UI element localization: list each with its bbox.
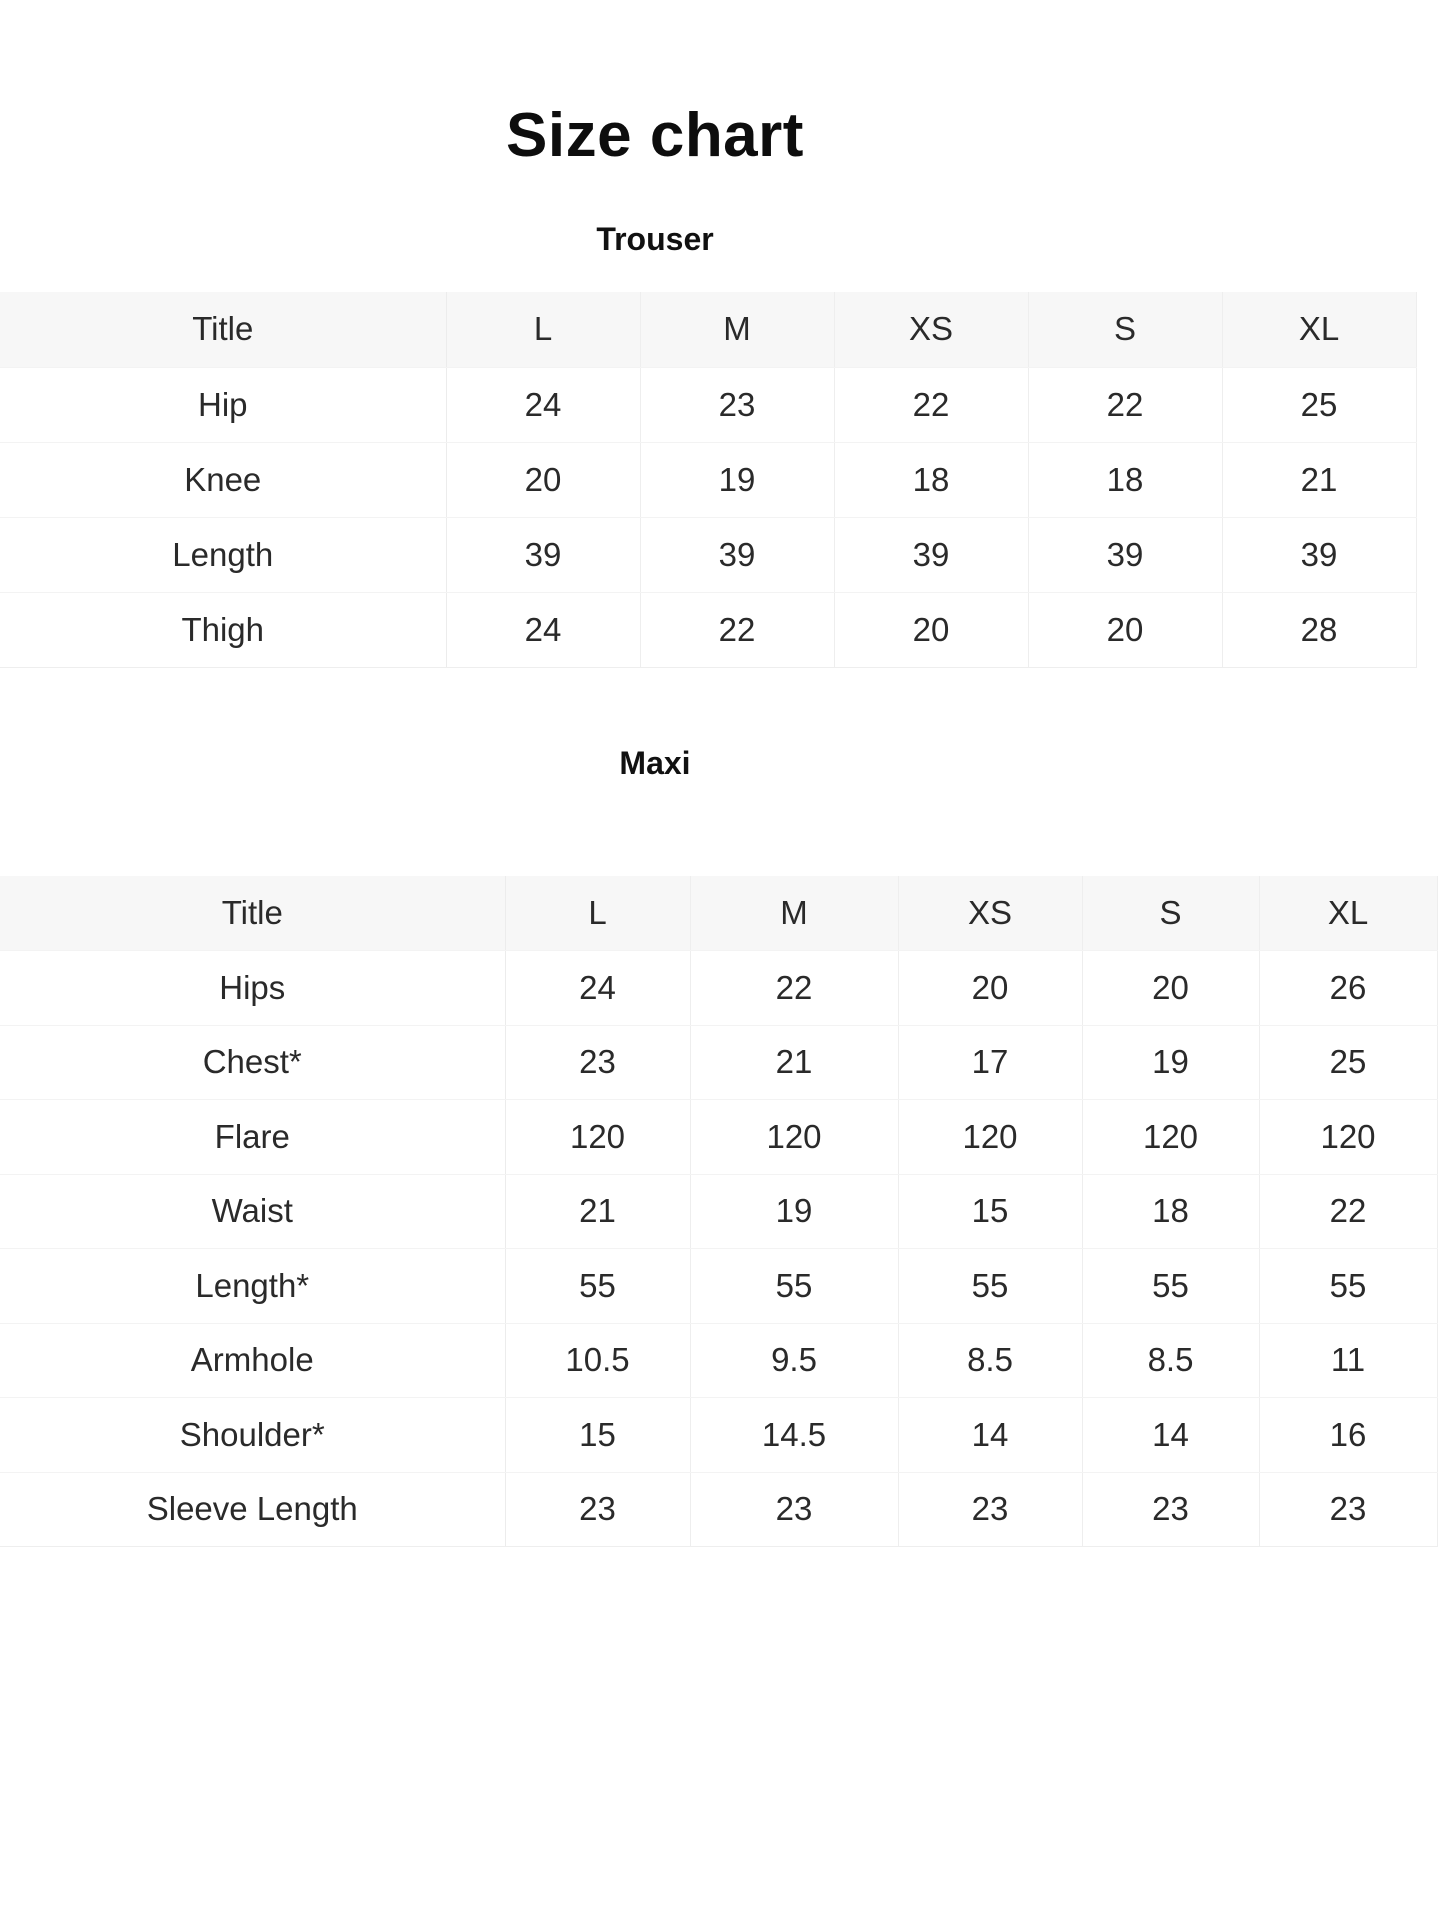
trouser-section-title: Trouser bbox=[596, 221, 714, 257]
table-cell: 39 bbox=[1222, 517, 1416, 592]
column-header: XS bbox=[834, 292, 1028, 367]
table-cell: 22 bbox=[1259, 1174, 1437, 1249]
table-cell: 23 bbox=[640, 367, 834, 442]
column-header: XS bbox=[898, 876, 1082, 951]
row-label: Waist bbox=[0, 1174, 505, 1249]
table-cell: 21 bbox=[505, 1174, 690, 1249]
table-cell: 39 bbox=[446, 517, 640, 592]
table-cell: 22 bbox=[834, 367, 1028, 442]
table-cell: 120 bbox=[690, 1100, 898, 1175]
column-header: S bbox=[1082, 876, 1259, 951]
table-row bbox=[0, 517, 1416, 592]
page-title: Size chart bbox=[506, 101, 804, 170]
row-label: Length bbox=[0, 517, 446, 592]
table-cell: 120 bbox=[1082, 1100, 1259, 1175]
table-cell: 20 bbox=[898, 951, 1082, 1026]
table-cell: 55 bbox=[1259, 1249, 1437, 1324]
table-cell: 15 bbox=[505, 1398, 690, 1473]
table-header-row bbox=[0, 292, 1416, 367]
table-row bbox=[0, 1100, 1437, 1175]
column-header: S bbox=[1028, 292, 1222, 367]
table-cell: 14.5 bbox=[690, 1398, 898, 1473]
row-label: Thigh bbox=[0, 592, 446, 667]
table-cell: 8.5 bbox=[1082, 1323, 1259, 1398]
table-cell: 23 bbox=[505, 1025, 690, 1100]
maxi-size-table bbox=[0, 876, 1438, 1547]
table-cell: 23 bbox=[1259, 1472, 1437, 1547]
table-row bbox=[0, 1323, 1437, 1398]
table-cell: 19 bbox=[1082, 1025, 1259, 1100]
table-cell: 18 bbox=[834, 442, 1028, 517]
row-label: Flare bbox=[0, 1100, 505, 1175]
column-header: Title bbox=[0, 876, 505, 951]
table-cell: 20 bbox=[1028, 592, 1222, 667]
table-row bbox=[0, 1472, 1437, 1547]
row-label: Shoulder* bbox=[0, 1398, 505, 1473]
table-cell: 14 bbox=[1082, 1398, 1259, 1473]
table-cell: 28 bbox=[1222, 592, 1416, 667]
row-label: Hips bbox=[0, 951, 505, 1026]
table-row bbox=[0, 951, 1437, 1026]
table-cell: 23 bbox=[690, 1472, 898, 1547]
table-row bbox=[0, 1398, 1437, 1473]
table-cell: 22 bbox=[1028, 367, 1222, 442]
table-cell: 22 bbox=[640, 592, 834, 667]
table-cell: 120 bbox=[898, 1100, 1082, 1175]
table-cell: 21 bbox=[690, 1025, 898, 1100]
column-header: L bbox=[446, 292, 640, 367]
column-header: XL bbox=[1222, 292, 1416, 367]
table-cell: 25 bbox=[1222, 367, 1416, 442]
table-cell: 55 bbox=[898, 1249, 1082, 1324]
row-label: Sleeve Length bbox=[0, 1472, 505, 1547]
table-cell: 14 bbox=[898, 1398, 1082, 1473]
table-cell: 24 bbox=[505, 951, 690, 1026]
table-cell: 39 bbox=[640, 517, 834, 592]
table-cell: 55 bbox=[690, 1249, 898, 1324]
table-cell: 10.5 bbox=[505, 1323, 690, 1398]
column-header: L bbox=[505, 876, 690, 951]
row-label: Armhole bbox=[0, 1323, 505, 1398]
table-cell: 23 bbox=[898, 1472, 1082, 1547]
row-label: Hip bbox=[0, 367, 446, 442]
table-cell: 11 bbox=[1259, 1323, 1437, 1398]
trouser-size-table bbox=[0, 292, 1417, 668]
table-cell: 20 bbox=[834, 592, 1028, 667]
table-row bbox=[0, 442, 1416, 517]
table-cell: 23 bbox=[505, 1472, 690, 1547]
table-cell: 55 bbox=[505, 1249, 690, 1324]
table-cell: 26 bbox=[1259, 951, 1437, 1026]
table-cell: 120 bbox=[1259, 1100, 1437, 1175]
table-row bbox=[0, 1174, 1437, 1249]
table-row bbox=[0, 367, 1416, 442]
table-cell: 16 bbox=[1259, 1398, 1437, 1473]
row-label: Chest* bbox=[0, 1025, 505, 1100]
table-row bbox=[0, 592, 1416, 667]
table-cell: 18 bbox=[1028, 442, 1222, 517]
table-cell: 120 bbox=[505, 1100, 690, 1175]
column-header: M bbox=[640, 292, 834, 367]
table-cell: 19 bbox=[690, 1174, 898, 1249]
table-row bbox=[0, 1249, 1437, 1324]
table-row bbox=[0, 1025, 1437, 1100]
row-label: Length* bbox=[0, 1249, 505, 1324]
table-cell: 55 bbox=[1082, 1249, 1259, 1324]
table-cell: 15 bbox=[898, 1174, 1082, 1249]
table-cell: 20 bbox=[446, 442, 640, 517]
column-header: M bbox=[690, 876, 898, 951]
table-cell: 22 bbox=[690, 951, 898, 1026]
maxi-section-title: Maxi bbox=[619, 745, 691, 781]
table-cell: 9.5 bbox=[690, 1323, 898, 1398]
column-header: Title bbox=[0, 292, 446, 367]
table-header-row bbox=[0, 876, 1437, 951]
table-cell: 24 bbox=[446, 592, 640, 667]
table-cell: 20 bbox=[1082, 951, 1259, 1026]
row-label: Knee bbox=[0, 442, 446, 517]
table-cell: 39 bbox=[834, 517, 1028, 592]
column-header: XL bbox=[1259, 876, 1437, 951]
table-cell: 21 bbox=[1222, 442, 1416, 517]
table-cell: 24 bbox=[446, 367, 640, 442]
table-cell: 23 bbox=[1082, 1472, 1259, 1547]
table-cell: 8.5 bbox=[898, 1323, 1082, 1398]
table-cell: 39 bbox=[1028, 517, 1222, 592]
table-cell: 25 bbox=[1259, 1025, 1437, 1100]
table-cell: 18 bbox=[1082, 1174, 1259, 1249]
table-cell: 17 bbox=[898, 1025, 1082, 1100]
table-cell: 19 bbox=[640, 442, 834, 517]
